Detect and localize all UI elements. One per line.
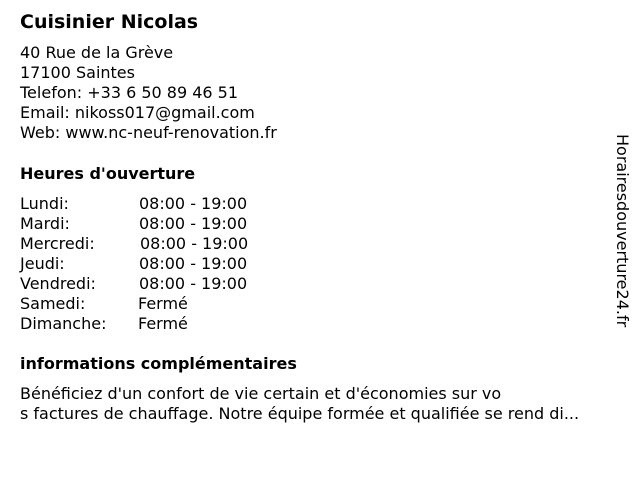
day-label: Mercredi:	[20, 234, 95, 253]
hours-value: 08:00 - 19:00	[139, 194, 248, 213]
email-line: Email: nikoss017@gmail.com	[20, 103, 255, 122]
day-label: Samedi:	[20, 294, 86, 313]
hours-value: 08:00 - 19:00	[139, 274, 248, 293]
hours-row-tuesday	[20, 214, 320, 234]
street-address: 40 Rue de la Grève	[20, 43, 174, 62]
hours-row-monday	[20, 194, 320, 214]
day-label: Mardi:	[20, 214, 70, 233]
business-name: Cuisinier Nicolas	[20, 11, 199, 33]
phone-line: Telefon: +33 6 50 89 46 51	[20, 83, 239, 102]
hours-value: 08:00 - 19:00	[139, 214, 248, 233]
hours-row-saturday	[20, 294, 320, 314]
hours-row-thursday	[20, 254, 320, 274]
hours-row-wednesday	[20, 234, 320, 254]
city-postal: 17100 Saintes	[20, 63, 135, 82]
additional-info-text	[20, 384, 579, 424]
day-label: Vendredi:	[20, 274, 96, 293]
contact-block	[20, 43, 277, 143]
hours-value: 08:00 - 19:00	[139, 254, 248, 273]
opening-hours-heading: Heures d'ouverture	[20, 164, 196, 183]
hours-row-friday	[20, 274, 320, 294]
hours-value: 08:00 - 19:00	[140, 234, 249, 253]
day-label: Jeudi:	[20, 254, 65, 273]
opening-hours-table	[20, 194, 320, 334]
description-line: Bénéficiez d'un confort de vie certain et d'économies sur vo	[20, 384, 502, 403]
description-line: s factures de chauffage. Notre équipe formée et qualifiée se rend di...	[20, 404, 580, 423]
hours-value: Fermé	[138, 314, 188, 333]
day-label: Lundi:	[20, 194, 69, 213]
web-line: Web: www.nc-neuf-renovation.fr	[20, 123, 277, 142]
site-watermark	[612, 134, 632, 354]
hours-row-sunday	[20, 314, 320, 334]
day-label: Dimanche:	[20, 314, 107, 333]
hours-value: Fermé	[138, 294, 188, 313]
additional-info-heading: informations complémentaires	[20, 354, 297, 373]
watermark-text: Horairesdouverture24.fr	[613, 134, 632, 328]
